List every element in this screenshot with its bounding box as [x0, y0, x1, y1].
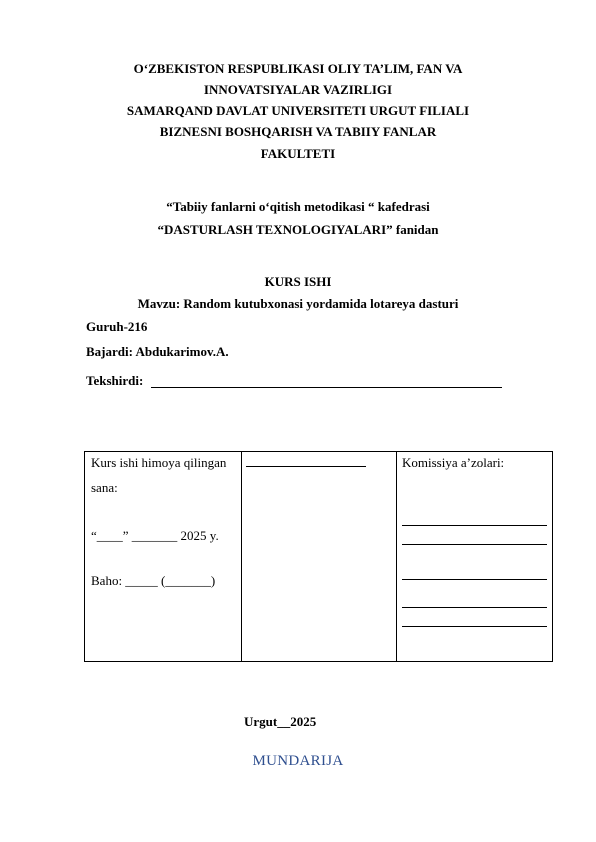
commission-line [402, 626, 547, 627]
commission-line [402, 544, 547, 545]
work-type: KURS ISHI [264, 274, 332, 289]
checker-label: Tekshirdi: [86, 373, 144, 388]
blank-cell [242, 452, 397, 662]
grade-field: Baho: _____ (_______) [91, 573, 216, 588]
checker-signature-line [151, 387, 502, 388]
contents-heading: MUNDARIJA [252, 753, 344, 769]
commission-label: Komissiya a’zolari: [402, 455, 505, 470]
commission-line [402, 607, 547, 608]
author-label: Bajardi: Abdukarimov.A. [86, 344, 229, 359]
ministry-line-1: O‘ZBEKISTON RESPUBLIKASI OLIY TA’LIM, FAN VA [133, 61, 463, 76]
defense-label-1: Kurs ishi himoya qilingan [91, 455, 227, 470]
subject-line: “DASTURLASH TEXNOLOGIYALARI” fanidan [157, 222, 439, 237]
university-line: SAMARQAND DAVLAT UNIVERSITETI URGUT FILIALI [126, 103, 470, 118]
defense-label-2: sana: [91, 480, 118, 495]
work-topic: Mavzu: Random kutubxonasi yordamida lotareya dasturi [137, 296, 459, 311]
place-year: Urgut__2025 [244, 714, 317, 729]
faculty-line-2: FAKULTETI [260, 146, 336, 161]
ministry-line-2: INNOVATSIYALAR VAZIRLIGI [203, 82, 393, 97]
blank-signature-line [246, 466, 366, 467]
defense-table [84, 451, 553, 662]
commission-line [402, 579, 547, 580]
commission-cell [397, 452, 553, 662]
defense-date-cell [85, 452, 242, 662]
faculty-line-1: BIZNESNI BOSHQARISH VA TABIIY FANLAR [159, 124, 437, 139]
commission-line [402, 525, 547, 526]
department-line: “Tabiiy fanlarni o‘qitish metodikasi “ kafedrasi [166, 199, 430, 214]
defense-date-field: “____” _______ 2025 y. [91, 528, 219, 543]
group-label: Guruh-216 [86, 319, 148, 334]
